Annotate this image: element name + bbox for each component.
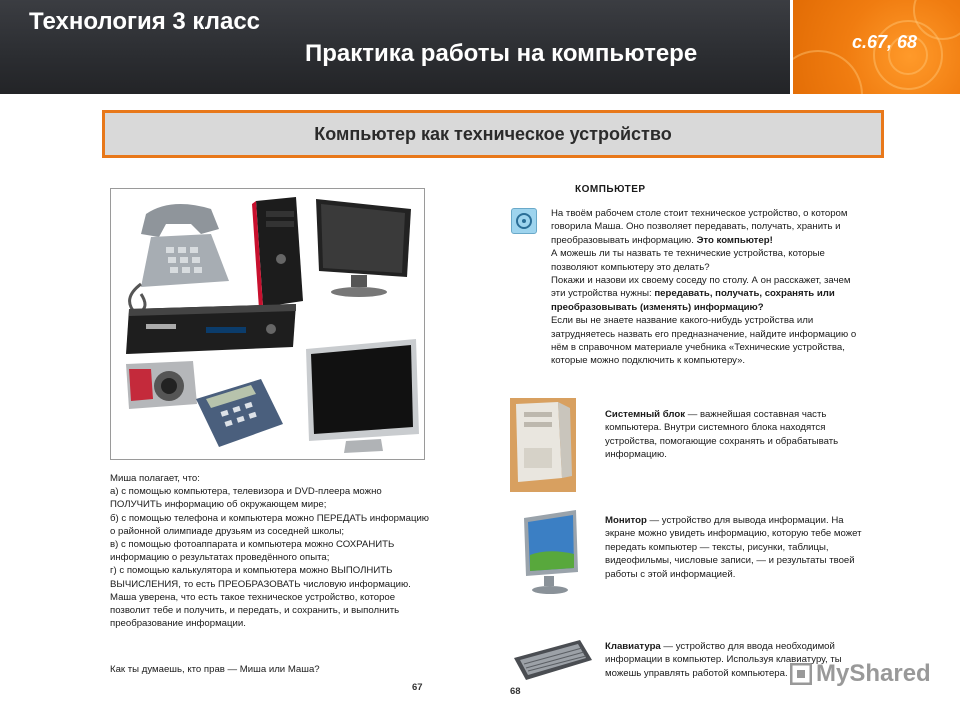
watermark [790, 660, 931, 688]
left-item-a: а) с помощью компьютера, телевизора и DVD-плеера можно ПОЛУЧИТЬ информацию об окружающем мире; [110, 486, 382, 511]
device-monitor [605, 514, 867, 581]
left-item-b: б) с помощью телефона и компьютера можно ПЕРЕДАТЬ информацию о районной олимпиаде друзьям из соседней школы; [110, 512, 429, 537]
info-icon [511, 208, 537, 234]
device-desc: — важнейшая составная часть компьютера. Внутри системного блока находятся устройства, помогающие сохранять и обрабатывать информацию. [605, 409, 839, 461]
devices-illustration [111, 189, 424, 459]
page-number-left: 67 [412, 682, 423, 693]
intro-c: Покажи и назови их своему соседу по столу. А он расскажет, зачем эти устройства нужны: [551, 275, 851, 300]
left-item-d: г) с помощью калькулятора и компьютера можно ВЫПОЛНИТЬ ВЫЧИСЛЕНИЯ, то есть ПРЕОБРАЗОВАТЬ числовую информацию. [110, 565, 411, 590]
devices-photo [110, 188, 425, 460]
device-term: Монитор [605, 515, 647, 526]
right-intro-text [551, 207, 867, 368]
device-desc: — устройство для вывода информации. На экране можно увидеть информацию, которую тебе может передать компьютер — тексты, рисунки, таблицы, видеофильмы, числовые записи, — и результаты твоей работы с этой информацией. [605, 515, 862, 580]
page-number-right: 68 [510, 686, 521, 697]
watermark-text: MyShared [816, 660, 931, 687]
left-question: Как ты думаешь, кто прав — Миша или Маша? [110, 664, 320, 675]
system-unit-photo [510, 398, 576, 492]
page-reference: с.67, 68 [851, 32, 917, 52]
monitor-image [316, 199, 411, 297]
page-reference-tab [793, 0, 960, 94]
monitor-photo [518, 510, 582, 598]
intro-a-bold: Это компьютер! [696, 234, 773, 246]
left-page-text [110, 472, 430, 630]
calculator-image [196, 379, 283, 447]
left-item-c: в) с помощью фотоаппарата и компьютера можно СОХРАНИТЬ информацию о результатах проведённого опыта; [110, 539, 395, 564]
intro-c-bold: передавать, получать, сохранять или преобразовывать (изменять) информацию? [551, 288, 835, 313]
system-unit-image [252, 197, 303, 309]
slide-title: Технология 3 класс [29, 8, 261, 35]
left-conclusion: Маша уверена, что есть такое техническое устройство, которое позволит тебе и получить, и передать, и сохранить, и выполнить преобразование информации. [110, 591, 400, 630]
telephone-image [130, 204, 229, 314]
slide-subtitle: Практика работы на компьютере [305, 40, 698, 67]
right-heading: КОМПЬЮТЕР [575, 184, 646, 195]
dvd-player-image [126, 304, 296, 354]
tv-image [306, 339, 419, 453]
device-desc: — устройство для ввода необходимой информации в компьютер. Используя клавиатуру, ты можешь управлять работой компьютера. [605, 641, 842, 679]
topic-title: Компьютер как техническое устройство [314, 123, 672, 144]
intro-d: Если вы не знаете название какого-нибудь устройства или затрудняетесь назвать его предназначение, найдите информацию о нём в справочном материале учебника «Технические устройства, которые можно подключить к компьютеру». [551, 315, 857, 367]
intro-b: А можешь ли ты назвать те технические устройства, которые позволяют компьютеру это делать? [551, 248, 825, 273]
topic-banner [102, 110, 884, 158]
keyboard-photo [510, 636, 594, 682]
left-intro: Миша полагает, что: [110, 473, 200, 484]
device-term: Клавиатура [605, 641, 661, 652]
intro-a: На твоём рабочем столе стоит техническое устройство, о котором говорила Маша. Оно позволяет передавать, получать, хранить и преобразовывать информацию. [551, 208, 848, 246]
device-system-unit [605, 408, 867, 462]
slide-header [0, 0, 790, 94]
camera-image [126, 361, 197, 409]
device-term: Системный блок [605, 409, 686, 420]
watermark-logo-icon [790, 663, 812, 685]
